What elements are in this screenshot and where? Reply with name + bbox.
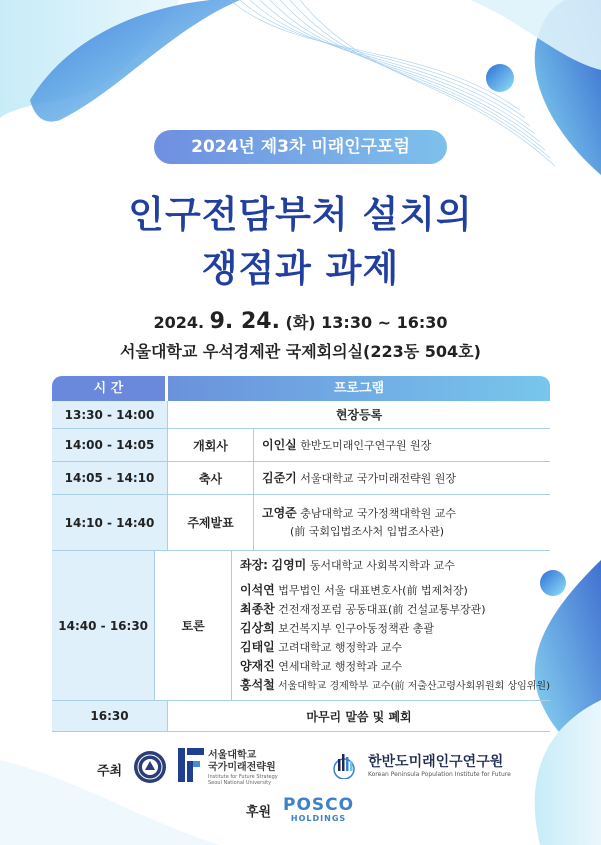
ifs-name: 서울대학교 국가미래전략원 Institute for Future Strategy Seoul National University (208, 750, 278, 786)
row-time: 13:30 - 14:00 (52, 401, 167, 428)
ifs-logo (178, 748, 204, 782)
panelist: 김상희 보건복지부 인구아동정책관 총괄 (240, 620, 435, 635)
speaker-name: 김준기 (262, 470, 297, 485)
speaker-desc: 충남대학교 국가정책대학원 교수 (300, 507, 457, 520)
row-detail (254, 495, 550, 550)
program-table (52, 376, 550, 732)
speaker-desc: 한반도미래인구연구원 원장 (300, 438, 432, 452)
header-program: 프로그램 (168, 376, 550, 401)
row-detail (232, 551, 550, 700)
chair-name: 김영미 (271, 557, 307, 572)
row-part: 축사 (167, 462, 254, 494)
speaker-desc-2: (前 국회입법조사처 입법조사관) (290, 525, 445, 538)
panelist: 양재진 연세대학교 행정학과 교수 (240, 658, 403, 673)
row-time: 14:00 - 14:05 (52, 429, 167, 461)
row-part: 주제발표 (167, 495, 254, 550)
header-time: 시 간 (52, 376, 165, 401)
row-full: 마무리 말씀 및 폐회 (167, 701, 550, 731)
sponsor-label: 후원 (246, 805, 272, 820)
table-row (52, 462, 550, 495)
panelist: 김태일 고려대학교 행정학과 교수 (240, 639, 403, 654)
row-part: 개회사 (167, 429, 254, 461)
panelist: 홍석철 서울대학교 경제학부 교수(前 저출산고령사회위원회 상임위원) (240, 677, 550, 692)
posco-logo: POSCO HOLDINGS (283, 795, 355, 823)
table-row (52, 495, 550, 551)
row-time: 14:05 - 14:10 (52, 462, 167, 494)
page-title-line2: 쟁점과 과제 (201, 247, 400, 290)
table-row (52, 429, 550, 462)
speaker-desc: 서울대학교 국가미래전략원 원장 (300, 471, 457, 485)
page-title-line1: 인구전담부처 설치의 (128, 193, 473, 236)
forum-badge: 2024년 제3차 미래인구포럼 (154, 130, 447, 164)
date-suffix: (화) 13:30 ~ 16:30 (285, 313, 448, 332)
table-row (52, 401, 550, 429)
row-full: 현장등록 (167, 401, 550, 428)
table-row (52, 551, 550, 701)
kpi-logo (327, 749, 361, 779)
date-day: 9. 24. (209, 309, 280, 334)
chair-desc: 동서대학교 사회복지학과 교수 (309, 558, 455, 572)
row-time: 16:30 (52, 701, 167, 731)
speaker-name: 이인실 (262, 437, 297, 452)
event-venue: 서울대학교 우석경제관 국제회의실(223동 504호) (120, 342, 481, 361)
row-detail (254, 462, 550, 494)
row-part: 토론 (154, 551, 232, 700)
row-time: 14:40 - 16:30 (52, 551, 154, 700)
panelist: 최종찬 건전재정포럼 공동대표(前 건설교통부장관) (240, 601, 486, 616)
snu-seal-logo (133, 750, 167, 784)
row-time: 14:10 - 14:40 (52, 495, 167, 550)
kpi-name: 한반도미래인구연구원 Korean Peninsula Population Institute for Future (368, 754, 511, 778)
row-detail (254, 429, 550, 461)
event-date (0, 309, 601, 334)
panelist: 이석연 법무법인 서울 대표변호사(前 법제처장) (240, 582, 468, 597)
speaker-name: 고영준 (262, 506, 297, 520)
table-header (52, 376, 550, 401)
chair-label: 좌장: (240, 557, 268, 572)
table-row (52, 701, 550, 732)
host-label: 주최 (97, 764, 123, 779)
date-prefix: 2024. (153, 313, 205, 332)
